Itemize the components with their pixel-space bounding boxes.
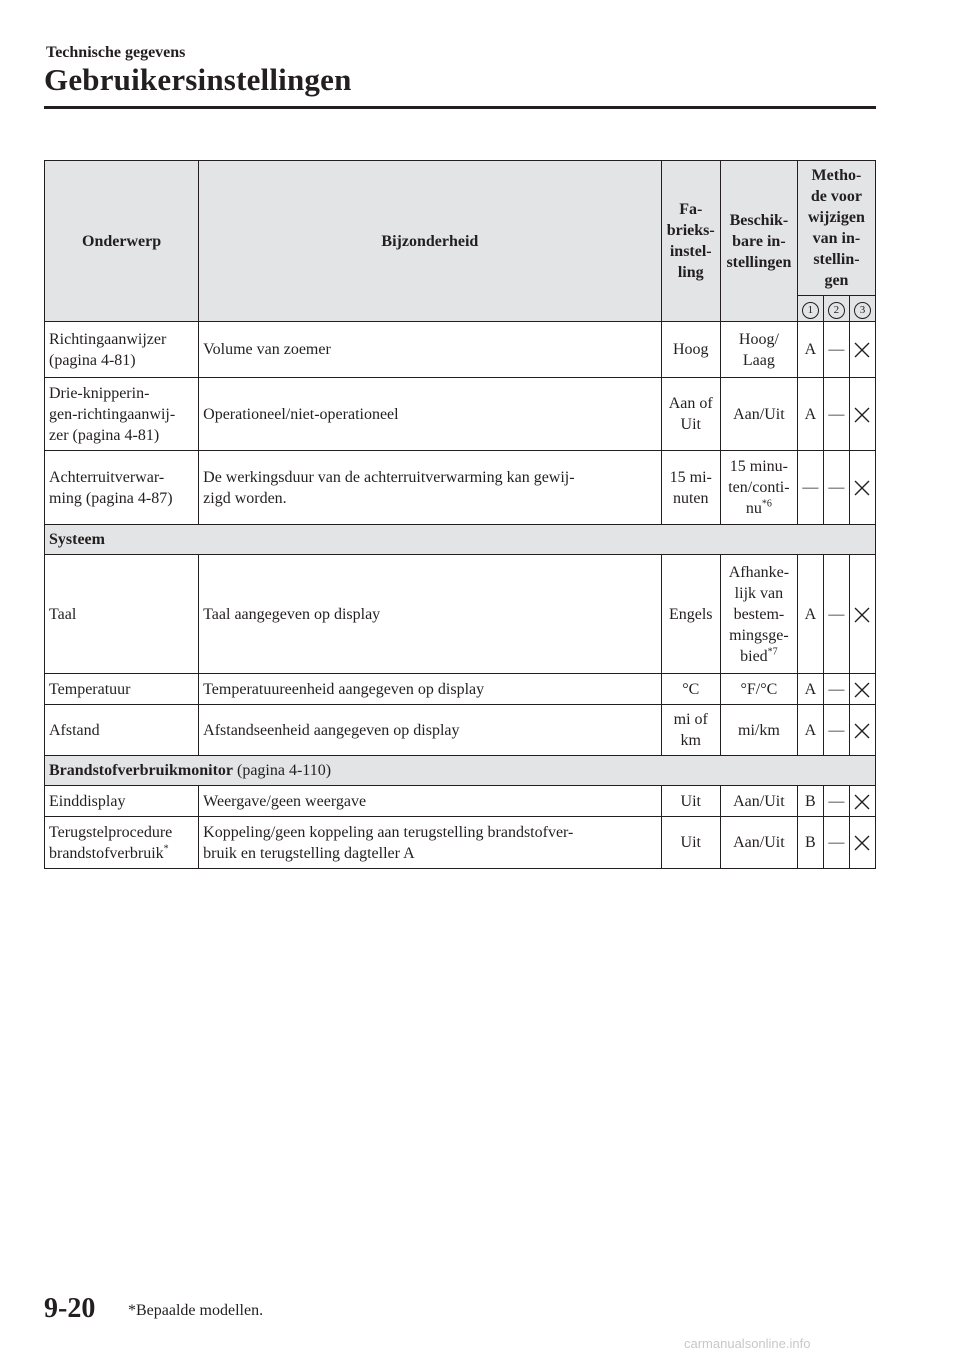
cell-method-1: A	[797, 705, 823, 756]
method-3-header	[849, 296, 875, 322]
beschikbaar-text: °F/°C	[740, 680, 778, 698]
footnote-ref: *6	[761, 498, 772, 510]
cell-fabriek: °C	[661, 674, 720, 705]
cross-icon	[854, 794, 870, 810]
beschikbaar-text: Aan/Uit	[733, 792, 785, 810]
group-label	[45, 756, 876, 786]
cell-method-1: A	[797, 378, 823, 451]
cell-fabriek: Uit	[661, 786, 720, 817]
cell-method-3	[849, 378, 875, 451]
header-onderwerp: Onderwerp	[45, 161, 199, 322]
title-rule	[44, 106, 876, 109]
cell-beschikbaar	[720, 378, 797, 451]
header-fabrieksinstelling: Fa- brieks- instel- ling	[661, 161, 720, 322]
cell-bijzonderheid: Afstandseenheid aangegeven op display	[199, 705, 661, 756]
cell-onderwerp: Temperatuur	[45, 674, 199, 705]
group-title: Systeem	[49, 531, 105, 548]
cell-method-1: B	[797, 817, 823, 869]
table-row	[45, 555, 876, 674]
group-row-brandstofverbruikmonitor	[45, 756, 876, 786]
cell-onderwerp: Richtingaanwijzer (pagina 4-81)	[45, 322, 199, 378]
beschikbaar-text: Hoog/ Laag	[738, 330, 779, 369]
cell-onderwerp: Afstand	[45, 705, 199, 756]
method-2-header	[823, 296, 849, 322]
cell-bijzonderheid: Operationeel/niet-operationeel	[199, 378, 661, 451]
cell-fabriek: Engels	[661, 555, 720, 674]
group-row-systeem	[45, 525, 876, 555]
cross-icon	[854, 407, 870, 423]
cell-method-2: —	[823, 451, 849, 525]
cell-method-3	[849, 555, 875, 674]
header-methode: Metho- de voor wijzigen van in- stellin- gen	[797, 161, 875, 296]
cross-icon	[854, 607, 870, 623]
cell-onderwerp	[45, 786, 199, 817]
cell-bijzonderheid: Koppeling/geen koppeling aan terugstelling brandstofver- bruik en terugstelling dagteller A	[199, 817, 661, 869]
beschikbaar-text: Aan/Uit	[733, 834, 785, 851]
cell-method-2: —	[823, 674, 849, 705]
page-number: 9-20	[44, 1293, 96, 1324]
circled-number-1: 1	[802, 302, 819, 319]
table-row	[45, 786, 876, 817]
group-ref: (pagina 4-110)	[233, 762, 332, 779]
table-row	[45, 378, 876, 451]
cell-beschikbaar	[720, 322, 797, 378]
group-title: Brandstofverbruikmonitor	[49, 762, 233, 779]
cell-fabriek: Aan of Uit	[661, 378, 720, 451]
header-bijzonderheid: Bijzonderheid	[199, 161, 661, 322]
cell-method-2: —	[823, 555, 849, 674]
table-row	[45, 451, 876, 525]
page-title: Gebruikersinstellingen	[44, 62, 352, 97]
footnote-ref: *7	[767, 646, 778, 658]
circled-number-2: 2	[828, 302, 845, 319]
circled-number-3: 3	[854, 302, 871, 319]
cell-beschikbaar	[720, 786, 797, 817]
table-row	[45, 817, 876, 869]
cell-onderwerp: Drie-knipperin- gen-richtingaanwij- zer (pagina 4-81)	[45, 378, 199, 451]
settings-table	[44, 160, 876, 869]
cell-fabriek: mi of km	[661, 705, 720, 756]
watermark: carmanualsonline.info	[684, 1336, 811, 1351]
cell-method-3	[849, 322, 875, 378]
cross-icon	[854, 723, 870, 739]
cell-bijzonderheid: Volume van zoemer	[199, 322, 661, 378]
cell-fabriek: Uit	[661, 817, 720, 869]
group-label	[45, 525, 876, 555]
onderwerp-text: Terugstelprocedure brandstofverbruik	[49, 823, 173, 862]
table-row	[45, 705, 876, 756]
table-row	[45, 674, 876, 705]
cell-bijzonderheid: Temperatuureenheid aangegeven op display	[199, 674, 661, 705]
footnote-ref: *	[163, 843, 169, 855]
cell-beschikbaar	[720, 555, 797, 674]
cell-bijzonderheid: De werkingsduur van de achterruitverwarming kan gewij- zigd worden.	[199, 451, 661, 525]
cross-icon	[854, 342, 870, 358]
cell-beschikbaar	[720, 674, 797, 705]
cell-onderwerp: Achterruitverwar- ming (pagina 4-87)	[45, 451, 199, 525]
cell-beschikbaar	[720, 451, 797, 525]
footnote: *Bepaalde modellen.	[128, 1302, 264, 1319]
cell-method-2: —	[823, 817, 849, 869]
beschikbaar-text: Afhanke- lijk van bestem- mingsge- bied	[728, 563, 790, 665]
cell-method-1: A	[797, 555, 823, 674]
cell-method-1: —	[797, 451, 823, 525]
cell-bijzonderheid: Weergave/geen weergave	[199, 786, 661, 817]
cross-icon	[854, 682, 870, 698]
header-beschikbaar: Beschik- bare in- stellingen	[720, 161, 797, 322]
cell-method-2: —	[823, 786, 849, 817]
cell-fabriek: 15 mi- nuten	[661, 451, 720, 525]
cell-method-3	[849, 674, 875, 705]
cell-beschikbaar	[720, 705, 797, 756]
cell-onderwerp	[45, 817, 199, 869]
cross-icon	[854, 480, 870, 496]
cell-method-1: A	[797, 322, 823, 378]
cell-beschikbaar	[720, 817, 797, 869]
cell-fabriek: Hoog	[661, 322, 720, 378]
cell-bijzonderheid: Taal aangegeven op display	[199, 555, 661, 674]
cell-method-3	[849, 786, 875, 817]
cell-method-2: —	[823, 322, 849, 378]
cell-method-2: —	[823, 378, 849, 451]
cross-icon	[854, 835, 870, 851]
cell-onderwerp: Taal	[45, 555, 199, 674]
cell-method-3	[849, 705, 875, 756]
section-label: Technische gegevens	[46, 44, 186, 61]
table-row	[45, 322, 876, 378]
onderwerp-text: Einddisplay	[49, 792, 126, 810]
beschikbaar-text: mi/km	[738, 721, 780, 739]
beschikbaar-text: 15 minu- ten/conti- nu	[728, 458, 790, 517]
cell-method-2: —	[823, 705, 849, 756]
cell-method-3	[849, 451, 875, 525]
beschikbaar-text: Aan/Uit	[733, 405, 785, 423]
cell-method-1: B	[797, 786, 823, 817]
method-1-header	[797, 296, 823, 322]
cell-method-3	[849, 817, 875, 869]
cell-method-1: A	[797, 674, 823, 705]
